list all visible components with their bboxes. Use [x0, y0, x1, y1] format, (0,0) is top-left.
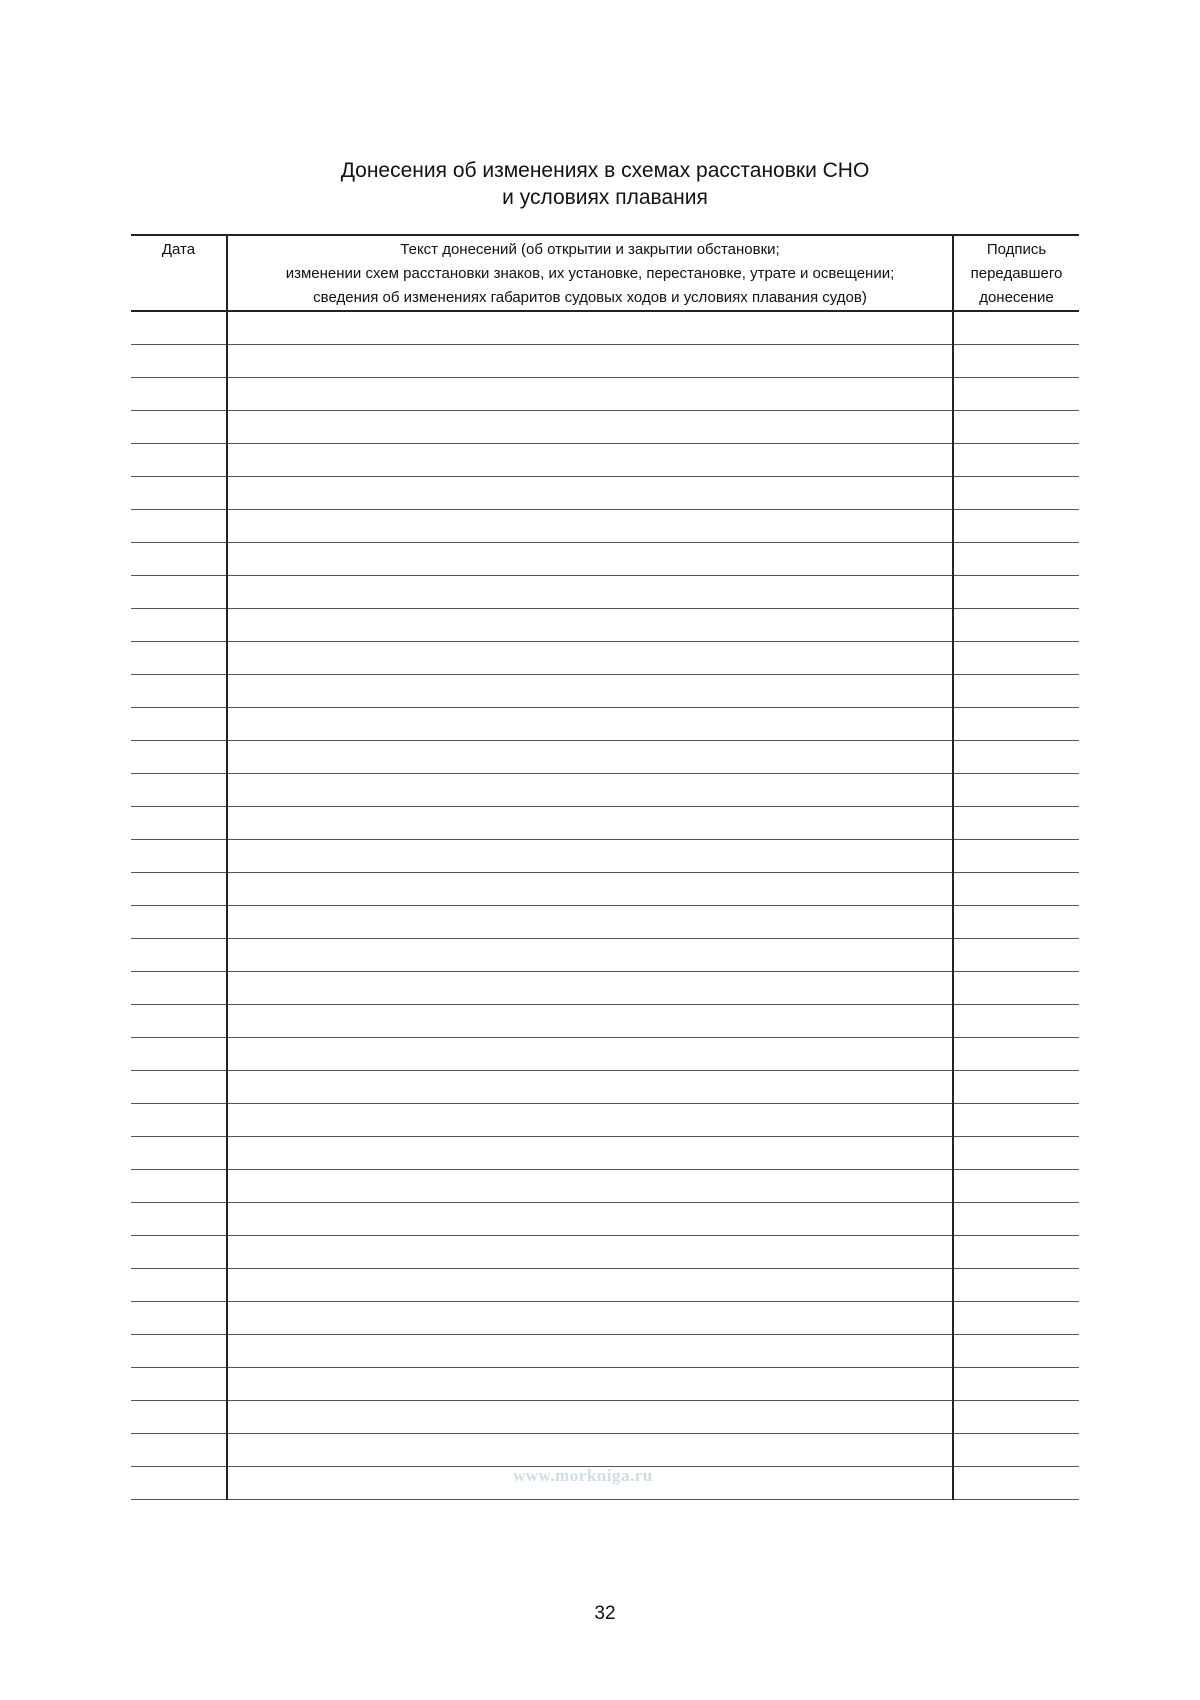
header-text-line-2: изменении схем расстановки знаков, их установке, перестановке, утрате и освещении; — [285, 265, 895, 282]
page-number: 32 — [594, 1603, 616, 1624]
cell-date[interactable] — [131, 939, 227, 972]
cell-report-text[interactable] — [227, 1137, 953, 1170]
cell-signature[interactable] — [953, 1467, 1079, 1500]
cell-signature[interactable] — [953, 543, 1079, 576]
cell-signature[interactable] — [953, 1368, 1079, 1401]
cell-date[interactable] — [131, 576, 227, 609]
cell-report-text[interactable] — [227, 543, 953, 576]
cell-signature[interactable] — [953, 510, 1079, 543]
cell-date[interactable] — [131, 1038, 227, 1071]
table-row — [131, 345, 1079, 378]
cell-date[interactable] — [131, 708, 227, 741]
table-row — [131, 543, 1079, 576]
cell-date[interactable] — [131, 609, 227, 642]
cell-report-text[interactable] — [227, 1005, 953, 1038]
cell-date[interactable] — [131, 807, 227, 840]
watermark: www.morkniga.ru — [513, 1466, 653, 1485]
cell-signature[interactable] — [953, 1434, 1079, 1467]
cell-signature[interactable] — [953, 1302, 1079, 1335]
cell-report-text[interactable] — [227, 1071, 953, 1104]
cell-signature[interactable] — [953, 1005, 1079, 1038]
cell-date[interactable] — [131, 675, 227, 708]
header-signature — [953, 235, 1079, 311]
cell-report-text[interactable] — [227, 311, 953, 345]
cell-date[interactable] — [131, 345, 227, 378]
cell-date[interactable] — [131, 873, 227, 906]
reports-log-table — [131, 234, 1079, 1500]
cell-report-text[interactable] — [227, 1368, 953, 1401]
cell-signature[interactable] — [953, 741, 1079, 774]
table-row — [131, 609, 1079, 642]
table-row — [131, 741, 1079, 774]
cell-report-text[interactable] — [227, 1302, 953, 1335]
cell-date[interactable] — [131, 543, 227, 576]
cell-date[interactable] — [131, 774, 227, 807]
table-row — [131, 807, 1079, 840]
cell-report-text[interactable] — [227, 741, 953, 774]
title-line-2: и условиях плавания — [502, 186, 708, 209]
cell-report-text[interactable] — [227, 939, 953, 972]
table-row — [131, 510, 1079, 543]
cell-report-text[interactable] — [227, 840, 953, 873]
cell-signature[interactable] — [953, 1335, 1079, 1368]
table-row — [131, 906, 1079, 939]
cell-report-text[interactable] — [227, 477, 953, 510]
cell-signature[interactable] — [953, 311, 1079, 345]
header-signature-line-2: передавшего — [970, 265, 1063, 282]
cell-report-text[interactable] — [227, 1401, 953, 1434]
cell-signature[interactable] — [953, 1104, 1079, 1137]
cell-date[interactable] — [131, 1104, 227, 1137]
cell-date[interactable] — [131, 840, 227, 873]
table-row — [131, 1038, 1079, 1071]
cell-report-text[interactable] — [227, 708, 953, 741]
cell-date[interactable] — [131, 311, 227, 345]
cell-signature[interactable] — [953, 1203, 1079, 1236]
table-row — [131, 1236, 1079, 1269]
cell-report-text[interactable] — [227, 1104, 953, 1137]
header-text-line-3: сведения об изменениях габаритов судовых ходов и условиях плавания судов) — [313, 289, 867, 306]
cell-date[interactable] — [131, 972, 227, 1005]
cell-signature[interactable] — [953, 939, 1079, 972]
cell-date[interactable] — [131, 642, 227, 675]
table-row — [131, 576, 1079, 609]
title-line-1: Донесения об изменениях в схемах расстановки СНО — [340, 159, 870, 182]
table-row — [131, 444, 1079, 477]
cell-report-text[interactable] — [227, 378, 953, 411]
table-row — [131, 1005, 1079, 1038]
header-date — [131, 235, 227, 311]
table-row — [131, 311, 1079, 345]
cell-date[interactable] — [131, 1269, 227, 1302]
cell-report-text[interactable] — [227, 972, 953, 1005]
cell-date[interactable] — [131, 1236, 227, 1269]
cell-date[interactable] — [131, 1401, 227, 1434]
cell-report-text[interactable] — [227, 1170, 953, 1203]
cell-report-text[interactable] — [227, 609, 953, 642]
cell-signature[interactable] — [953, 477, 1079, 510]
cell-report-text[interactable] — [227, 1038, 953, 1071]
table-row — [131, 642, 1079, 675]
cell-signature[interactable] — [953, 642, 1079, 675]
table-body — [131, 311, 1079, 1500]
cell-signature[interactable] — [953, 609, 1079, 642]
cell-signature[interactable] — [953, 444, 1079, 477]
cell-date[interactable] — [131, 1005, 227, 1038]
cell-date[interactable] — [131, 444, 227, 477]
cell-date[interactable] — [131, 510, 227, 543]
cell-signature[interactable] — [953, 411, 1079, 444]
table-row — [131, 1368, 1079, 1401]
cell-report-text[interactable] — [227, 873, 953, 906]
cell-date[interactable] — [131, 1434, 227, 1467]
table-row — [131, 378, 1079, 411]
table-row — [131, 1269, 1079, 1302]
cell-signature[interactable] — [953, 1137, 1079, 1170]
table-row — [131, 840, 1079, 873]
cell-report-text[interactable] — [227, 444, 953, 477]
cell-signature[interactable] — [953, 576, 1079, 609]
cell-report-text[interactable] — [227, 642, 953, 675]
cell-report-text[interactable] — [227, 807, 953, 840]
cell-report-text[interactable] — [227, 345, 953, 378]
cell-date[interactable] — [131, 1368, 227, 1401]
cell-report-text[interactable] — [227, 1434, 953, 1467]
header-report-text — [227, 235, 953, 311]
cell-report-text[interactable] — [227, 1335, 953, 1368]
cell-signature[interactable] — [953, 1170, 1079, 1203]
cell-date[interactable] — [131, 1335, 227, 1368]
cell-signature[interactable] — [953, 345, 1079, 378]
cell-date[interactable] — [131, 741, 227, 774]
cell-report-text[interactable] — [227, 576, 953, 609]
cell-report-text[interactable] — [227, 1203, 953, 1236]
cell-signature[interactable] — [953, 906, 1079, 939]
page-title — [0, 157, 1200, 211]
cell-report-text[interactable] — [227, 510, 953, 543]
cell-date[interactable] — [131, 1071, 227, 1104]
cell-report-text[interactable] — [227, 1236, 953, 1269]
table-row — [131, 972, 1079, 1005]
table-row — [131, 411, 1079, 444]
cell-signature[interactable] — [953, 1236, 1079, 1269]
cell-date[interactable] — [131, 1137, 227, 1170]
table-row — [131, 708, 1079, 741]
header-signature-line-1: Подпись — [986, 241, 1047, 258]
table-row — [131, 477, 1079, 510]
cell-report-text[interactable] — [227, 906, 953, 939]
table-row — [131, 1434, 1079, 1467]
table-row — [131, 1071, 1079, 1104]
cell-date[interactable] — [131, 1203, 227, 1236]
table-row — [131, 675, 1079, 708]
cell-date[interactable] — [131, 1170, 227, 1203]
table-row — [131, 1335, 1079, 1368]
cell-signature[interactable] — [953, 972, 1079, 1005]
cell-signature[interactable] — [953, 1071, 1079, 1104]
cell-report-text[interactable] — [227, 675, 953, 708]
table-row — [131, 1203, 1079, 1236]
cell-date[interactable] — [131, 477, 227, 510]
table-row — [131, 1104, 1079, 1137]
table-row — [131, 1302, 1079, 1335]
table-row — [131, 873, 1079, 906]
cell-date[interactable] — [131, 1302, 227, 1335]
cell-signature[interactable] — [953, 774, 1079, 807]
table-row — [131, 774, 1079, 807]
table-row — [131, 939, 1079, 972]
cell-signature[interactable] — [953, 1269, 1079, 1302]
cell-signature[interactable] — [953, 1401, 1079, 1434]
cell-signature[interactable] — [953, 1038, 1079, 1071]
cell-date[interactable] — [131, 1467, 227, 1500]
cell-date[interactable] — [131, 378, 227, 411]
header-text-line-1: Текст донесений (об открытии и закрытии обстановки; — [400, 241, 780, 258]
cell-signature[interactable] — [953, 873, 1079, 906]
cell-signature[interactable] — [953, 807, 1079, 840]
cell-date[interactable] — [131, 906, 227, 939]
cell-signature[interactable] — [953, 708, 1079, 741]
cell-report-text[interactable] — [227, 411, 953, 444]
header-date-line: Дата — [161, 241, 196, 258]
table-row — [131, 1401, 1079, 1434]
table-row — [131, 1170, 1079, 1203]
cell-date[interactable] — [131, 411, 227, 444]
cell-signature[interactable] — [953, 378, 1079, 411]
cell-signature[interactable] — [953, 675, 1079, 708]
table-row — [131, 1137, 1079, 1170]
cell-signature[interactable] — [953, 840, 1079, 873]
cell-report-text[interactable] — [227, 774, 953, 807]
cell-report-text[interactable] — [227, 1269, 953, 1302]
table-header-row — [131, 235, 1079, 311]
header-signature-line-3: донесение — [979, 289, 1054, 306]
